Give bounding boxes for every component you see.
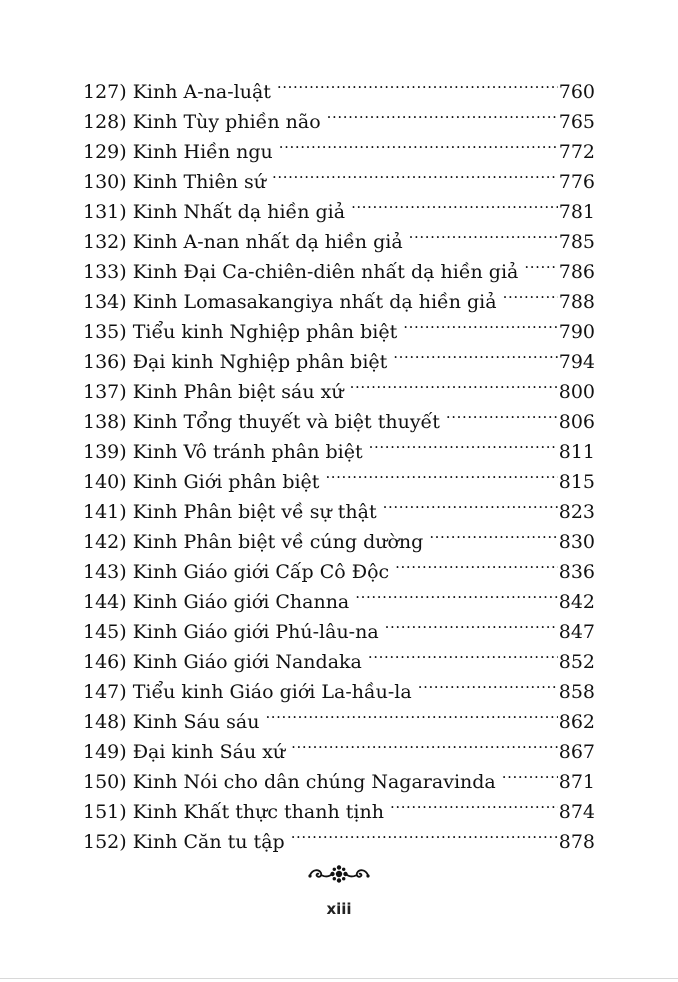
toc-entry-title: 128) Kinh Tùy phiền não: [83, 111, 321, 133]
dot-leader: [291, 728, 558, 758]
toc-entry-page: 800: [558, 381, 595, 403]
toc-entry-page: 823: [558, 501, 595, 523]
toc-entry-page: 867: [558, 741, 595, 763]
toc-entry-page: 790: [558, 321, 595, 343]
toc-entry-title: 138) Kinh Tổng thuyết và biệt thuyết: [83, 411, 440, 433]
dot-leader: [279, 128, 558, 158]
dot-leader: [355, 578, 557, 608]
dot-leader: [446, 398, 558, 428]
toc-entry-title: 145) Kinh Giáo giới Phú-lâu-na: [83, 621, 379, 643]
toc-entry-page: 852: [558, 651, 595, 673]
toc-entry-title: 134) Kinh Lomasakangiya nhất dạ hiền giả: [83, 291, 497, 313]
toc-entry-title: 152) Kinh Căn tu tập: [83, 831, 285, 853]
toc-entry-title: 141) Kinh Phân biệt về sự thật: [83, 501, 377, 523]
toc-entry-title: 146) Kinh Giáo giới Nandaka: [83, 651, 362, 673]
dot-leader: [327, 98, 558, 128]
toc-entry-page: 776: [558, 171, 595, 193]
bottom-edge-line: [0, 978, 678, 979]
toc-entry-title: 150) Kinh Nói cho dân chúng Nagaravinda: [83, 771, 496, 793]
dot-leader: [429, 518, 557, 548]
dot-leader: [409, 218, 558, 248]
toc-entry-page: 871: [558, 771, 595, 793]
table-of-contents: [83, 68, 595, 853]
toc-entry-page: 862: [558, 711, 595, 733]
page-number: xiii: [326, 900, 352, 918]
toc-entry-title: 147) Tiểu kinh Giáo giới La-hầu-la: [83, 681, 412, 703]
ornament-svg: [307, 863, 371, 885]
dot-leader: [403, 308, 558, 338]
toc-entry-title: 143) Kinh Giáo giới Cấp Cô Độc: [83, 561, 390, 583]
toc-entry-title: 130) Kinh Thiên sứ: [83, 171, 266, 193]
toc-entry-page: 842: [558, 591, 595, 613]
toc-entry-page: 811: [558, 441, 595, 463]
toc-entry-title: 137) Kinh Phân biệt sáu xứ: [83, 381, 344, 403]
toc-entry-page: 830: [558, 531, 595, 553]
toc-entry-page: 788: [558, 291, 595, 313]
toc-entry-page: 806: [558, 411, 595, 433]
dot-leader: [395, 548, 558, 578]
dot-leader: [265, 698, 557, 728]
toc-entry-page: 794: [558, 351, 595, 373]
toc-entry-page: 878: [558, 831, 595, 853]
dot-leader: [350, 368, 558, 398]
toc-entry: [83, 68, 595, 103]
toc-entry-page: 858: [558, 681, 595, 703]
toc-entry-title: 149) Đại kinh Sáu xứ: [83, 741, 286, 763]
dot-leader: [503, 278, 558, 308]
toc-entry-title: 132) Kinh A-nan nhất dạ hiền giả: [83, 231, 403, 253]
toc-entry-title: 148) Kinh Sáu sáu: [83, 711, 260, 733]
toc-entry-page: 772: [558, 141, 595, 163]
toc-entry-page: 760: [558, 81, 595, 103]
toc-entry-page: 765: [558, 111, 595, 133]
dot-leader: [390, 788, 558, 818]
dot-leader: [383, 488, 558, 518]
toc-entry-page: 781: [558, 201, 595, 223]
dot-leader: [351, 188, 558, 218]
dot-leader: [325, 458, 557, 488]
dot-leader: [418, 668, 558, 698]
toc-entry-title: 133) Kinh Đại Ca-chiên-diên nhất dạ hiền giả: [83, 261, 519, 283]
toc-entry-title: 144) Kinh Giáo giới Channa: [83, 591, 350, 613]
dot-leader: [393, 338, 557, 368]
toc-entry-page: 836: [558, 561, 595, 583]
dot-leader: [291, 818, 558, 848]
toc-entry-page: 847: [558, 621, 595, 643]
toc-entry-page: 785: [558, 231, 595, 253]
dot-leader: [502, 758, 558, 788]
toc-entry-title: 140) Kinh Giới phân biệt: [83, 471, 320, 493]
dot-leader: [524, 248, 557, 278]
toc-entry-title: 129) Kinh Hiền ngu: [83, 141, 273, 163]
toc-entry-title: 135) Tiểu kinh Nghiệp phân biệt: [83, 321, 398, 343]
toc-entry-page: 786: [558, 261, 595, 283]
toc-entry-title: 136) Đại kinh Nghiệp phân biệt: [83, 351, 388, 373]
toc-entry-title: 142) Kinh Phân biệt về cúng dường: [83, 531, 424, 553]
toc-entry-page: 874: [558, 801, 595, 823]
dot-leader: [368, 638, 558, 668]
dot-leader: [277, 68, 558, 98]
toc-entry-page: 815: [558, 471, 595, 493]
floral-ornament-icon: [0, 862, 678, 886]
dot-leader: [385, 608, 558, 638]
toc-entry-title: 131) Kinh Nhất dạ hiền giả: [83, 201, 346, 223]
toc-entry-title: 151) Kinh Khất thực thanh tịnh: [83, 801, 384, 823]
dot-leader: [369, 428, 558, 458]
toc-entry-title: 127) Kinh A-na-luật: [83, 81, 271, 103]
dot-leader: [272, 158, 558, 188]
toc-entry-title: 139) Kinh Vô tránh phân biệt: [83, 441, 363, 463]
